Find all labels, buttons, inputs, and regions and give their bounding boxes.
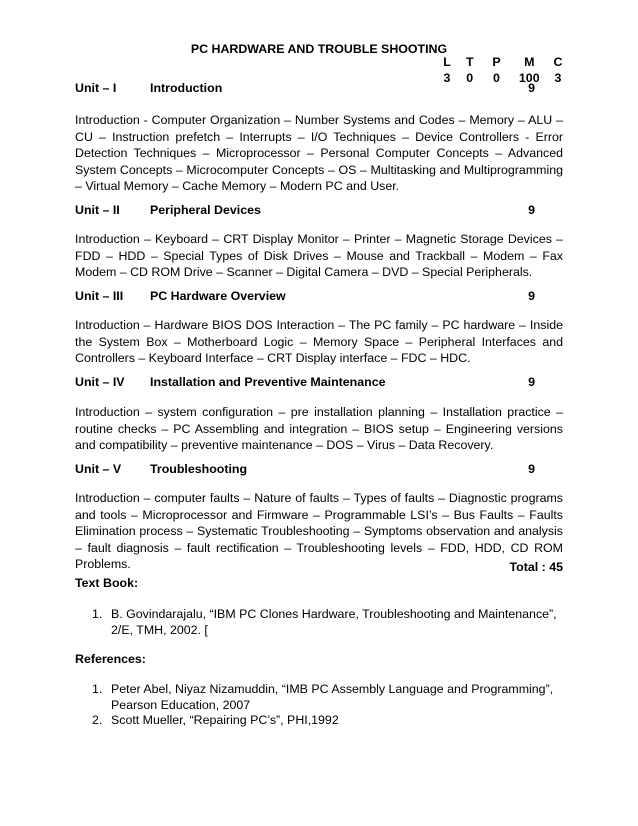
unit-number: Unit – III xyxy=(75,289,124,303)
ltpmc-value-p: 0 xyxy=(493,71,500,85)
list-text: B. Govindarajalu, “IBM PC Clones Hardware, Troubleshooting and Maintenance”, 2/E, TMH, 2002. [ xyxy=(111,607,557,637)
ltpmc-value-m: 100 xyxy=(518,71,540,85)
unit-3-content: Introduction – Hardware BIOS DOS Interaction – The PC family – PC hardware – Inside the System Box – Motherboard Logic – Memory Space – Peripheral Interfaces and Controllers – Keyboard Interface – CRT Display interface – FDC – HDC. xyxy=(75,318,563,366)
list-text: Peter Abel, Niyaz Nizamuddin, “IMB PC Assembly Language and Programming”, Pearson Education, 2007 xyxy=(111,682,554,712)
ltpmc-header-row xyxy=(440,55,565,71)
list-number: 2. xyxy=(92,713,103,727)
ltpmc-value-c: 3 xyxy=(554,71,562,85)
ltpmc-header-m: M xyxy=(524,55,535,69)
unit-title: Introduction xyxy=(150,81,223,95)
unit-3-header xyxy=(75,289,565,305)
unit-hours: 9 xyxy=(528,375,535,389)
ltpmc-header-l: L xyxy=(443,55,451,69)
unit-1-header xyxy=(75,81,565,97)
ltpmc-header-c: C xyxy=(553,55,563,69)
unit-hours: 9 xyxy=(528,203,535,217)
ltpmc-value-l: 3 xyxy=(443,71,451,85)
unit-4-header xyxy=(75,375,565,391)
references-heading: References: xyxy=(75,652,146,666)
ltpmc-header-t: T xyxy=(465,55,474,69)
list-text: Scott Mueller, “Repairing PC’s”, PHI,1992 xyxy=(111,713,339,727)
course-title: PC HARDWARE AND TROUBLE SHOOTING xyxy=(190,42,448,56)
unit-2-header xyxy=(75,203,565,219)
ltpmc-header-p: P xyxy=(492,55,501,69)
unit-number: Unit – II xyxy=(75,203,120,217)
list-number: 1. xyxy=(92,607,103,621)
total-hours: Total : 45 xyxy=(509,560,563,574)
unit-2-content: Introduction – Keyboard – CRT Display Monitor – Printer – Magnetic Storage Devices – FDD – HDD – Special Types of Disk Drives – Mouse and Trackball – Modem – Fax Modem – CD ROM Drive – Scanner – Digital Camera – DVD – Special Peripherals. xyxy=(75,232,563,280)
unit-title: Troubleshooting xyxy=(150,462,248,476)
text-book-heading: Text Book: xyxy=(75,576,139,590)
unit-number: Unit – V xyxy=(75,462,122,476)
unit-number: Unit – IV xyxy=(75,375,125,389)
unit-1-content: Introduction - Computer Organization – Number Systems and Codes – Memory – ALU – CU – Instruction prefetch – Interrupts – I/O Techniques – Device Controllers - Error Detection Techniques – Microprocessor – Personal Computer Concepts – Advanced System Concepts – Microcomputer Concepts – OS – Multitasking and Multiprogramming – Virtual Memory – Cache Memory – Modern PC and User. xyxy=(75,113,563,194)
unit-4-content: Introduction – system configuration – pre installation planning – Installation practice – routine checks – PC Assembling and integration – BIOS setup – Engineering versions and compatibility – preventive maintenance – DOS – Virus – Data Recovery. xyxy=(75,405,563,453)
list-number: 1. xyxy=(92,682,103,696)
ltpmc-value-t: 0 xyxy=(466,71,474,85)
unit-number: Unit – I xyxy=(75,81,117,95)
unit-5-content: Introduction – computer faults – Nature of faults – Types of faults – Diagnostic programs and tools – Microprocessor and Firmware – Programmable LSI’s – Bus Faults – Faults Elimination process – Systematic Troubleshooting – Symptoms observation and analysis – fault diagnosis – fault rectification – Troubleshooting levels – FDD, HDD, CD ROM Problems. xyxy=(75,491,563,572)
unit-title: Peripheral Devices xyxy=(150,203,261,217)
unit-hours: 9 xyxy=(528,462,535,476)
unit-hours: 9 xyxy=(528,289,535,303)
unit-hours: 9 xyxy=(528,81,535,95)
unit-title: Installation and Preventive Maintenance xyxy=(150,375,386,389)
unit-5-header xyxy=(75,462,565,478)
unit-title: PC Hardware Overview xyxy=(150,289,286,303)
